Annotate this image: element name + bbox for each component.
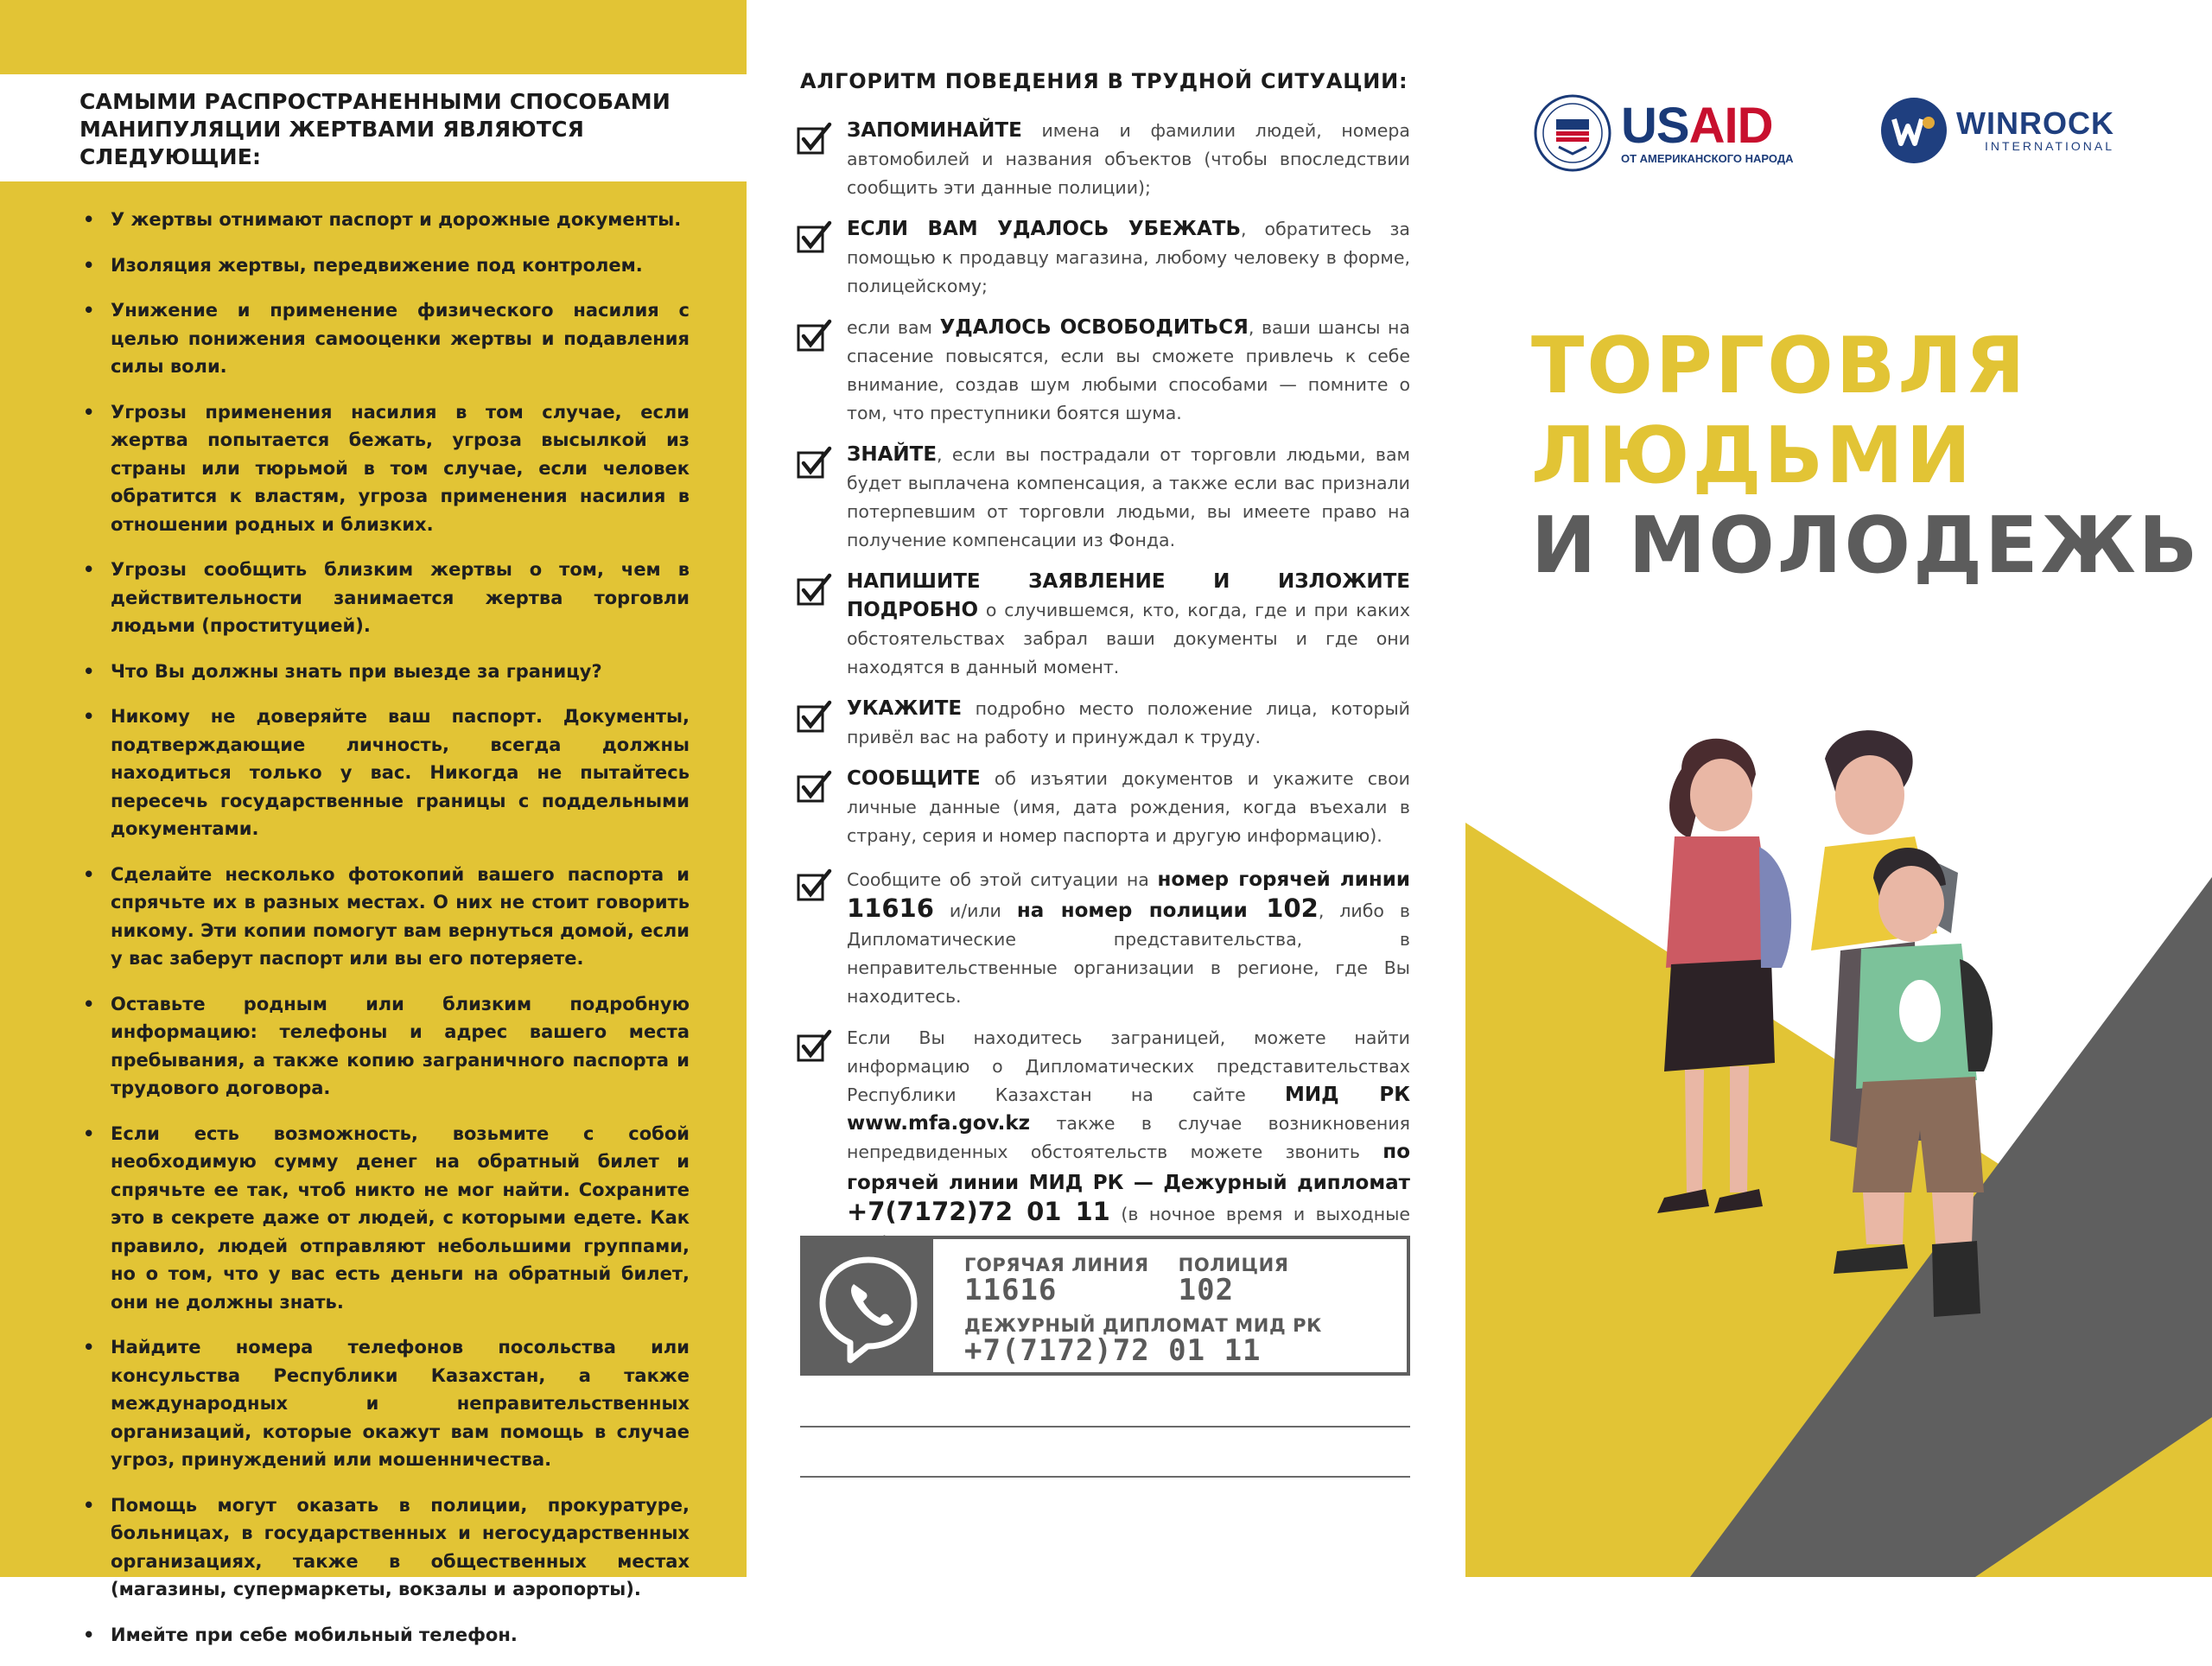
brochure-title: ТОРГОВЛЯ ЛЮДЬМИ И МОЛОДЕЖЬ [1531,321,2201,591]
bullet-icon: • [83,993,95,1014]
algorithm-list [797,117,1410,1270]
left-heading-box [0,74,747,181]
police-label: ПОЛИЦИЯ [1178,1255,1289,1275]
usaid-logo: USAID ОТ АМЕРИКАНСКОГО НАРОДА [1533,93,1794,173]
police-number: 102 [1247,893,1319,923]
bullet-icon: • [83,559,95,580]
blank-line [800,1476,1410,1478]
list-item: • Изоляция жертвы, передвижение под контролем. [79,251,690,280]
usaid-seal-icon [1533,93,1612,173]
bullet-icon: • [83,254,95,276]
list-item: • Унижение и применение физического насилия с целью понижения самооценки жертвы и подавления силы воли. [79,296,690,381]
bullet-icon: • [83,660,95,682]
mfa-website-link[interactable]: МИД РК www.mfa.gov.kz [847,1084,1410,1135]
diplomat-number: +7(7172)72 01 11 [964,1333,1262,1368]
list-item: • Угрозы применения насилия в том случае, если жертва попытается бежать, угроза высылкой из страны или тюрьмой в том случае, если человек обратится к властям, угроза применения насилия в отношении родных и близких. [79,398,690,539]
bullet-icon: • [83,706,95,727]
algorithm-item: ЗАПОМИНАЙТЕ имена и фамилии людей, номера автомобилей и названия объектов (чтобы впоследствии сообщить эти данные полиции); [797,117,1410,202]
bullet-icon: • [83,300,95,321]
bullet-icon: • [83,1494,95,1516]
list-item: • Сделайте несколько фотокопий вашего паспорта и спрячьте их в разных местах. О них не стоит говорить никому. Эти копии помогут вам вернуться домой, если у вас заберут паспорт или вы его потеряете. [79,861,690,973]
bullet-icon: • [83,1122,95,1144]
phone-chat-icon [804,1239,933,1372]
list-item: • Помощь могут оказать в полиции, прокуратуре, больницах, в государственных и негосударственных организациях, также в общественных местах (магазины, супермаркеты, вокзалы и аэропорты). [79,1491,690,1604]
list-item: • Что Вы должны знать при выезде за границу? [79,658,690,686]
algorithm-item: Сообщите об этой ситуации на номер горячей линии 11616 и/или на номер полиции 102, либо в Дипломатические представительства, в неправительственные организации в регионе, где Вы находитесь. [797,863,1410,1011]
checkbox-check-icon [797,573,833,606]
algorithm-item: НАПИШИТЕ ЗАЯВЛЕНИЕ И ИЗЛОЖИТЕ ПОДРОБНО о случившемся, кто, когда, где и при каких обстоятельствах забрал ваши документы и где они находятся в данный момент. [797,568,1410,682]
algorithm-item: УКАЖИТЕ подробно место положение лица, который привёл вас на работу и принуждал к труду. [797,695,1410,752]
hotline-icon-block [804,1239,933,1372]
algorithm-item: Если Вы находитесь заграницей, можете найти информацию о Дипломатических представительствах Республики Казахстан на сайте МИД РК www.mfa.gov.kz также в случае возникновения непредвиденных обстоятельств можете звонить по горячей линии МИД РК — Дежурный дипломат +7(7172)72 01 11 (в ночное время и выходные [797,1024,1410,1257]
bullet-icon: • [83,401,95,423]
algorithm-item: СООБЩИТЕ об изъятии документов и укажите свои личные данные (имя, дата рождения, когда въехали в страну, серия и номер паспорта и другую информацию). [797,765,1410,850]
winrock-logo: WINROCK INTERNATIONAL [1880,97,2114,164]
hotline-number: 11616 [847,893,934,923]
diplomat-number: +7(7172)72 01 11 [847,1197,1110,1226]
girl-red-shirt [1657,739,1791,1213]
youth-illustration [1630,709,2131,1348]
manipulation-list [79,206,690,1666]
list-item: • У жертвы отнимают паспорт и дорожные документы. [79,206,690,234]
diplomat-label: ДЕЖУРНЫЙ ДИПЛОМАТ МИД РК [964,1315,1322,1336]
checkbox-check-icon [797,220,833,253]
blank-line [800,1426,1410,1428]
list-item: • Никому не доверяйте ваш паспорт. Документы, подтверждающие личность, всегда должны находиться только у вас. Никогда не пытайтесь пересечь государственные границы с поддельными документами. [79,703,690,843]
left-panel [0,0,747,1645]
algorithm-item: ЗНАЙТЕ, если вы пострадали от торговли людьми, вам будет выплачена компенсация, а также если вас признали потерпевшим от торговли людьми, вы имеете право на получение компенсации из Фонда. [797,441,1410,555]
list-item: • Угрозы сообщить близким жертвы о том, чем в действительности занимается жертва торговли людьми (проституцией). [79,556,690,640]
algorithm-heading: АЛГОРИТМ ПОВЕДЕНИЯ В ТРУДНОЙ СИТУАЦИИ: [800,69,1408,93]
checkbox-check-icon [797,700,833,733]
list-item: • Если есть возможность, возьмите с собой необходимую сумму денег на обратный билет и спрячьте ее так, чтоб никто не мог найти. Сохраните это в секрете даже от людей, с которыми едете. Как правило, людей отправляют небольшими группами, но о том, что у вас есть деньги на обратный билет, они не должны знать. [79,1120,690,1317]
winrock-logo-icon [1880,97,1948,164]
list-item: • Найдите номера телефонов посольства или консульства Республики Казахстан, а также международных и неправительственных организаций, которые окажут вам помощь в случае угроз, принуждений или мошенничества. [79,1333,690,1474]
checkbox-check-icon [797,319,833,352]
bullet-icon: • [83,1624,95,1645]
left-heading: САМЫМИ РАСПРОСТРАНЕННЫМИ СПОСОБАМИ МАНИПУЛЯЦИИ ЖЕРТВАМИ ЯВЛЯЮТСЯ СЛЕДУЮЩИЕ: [79,89,671,169]
algorithm-item: ЕСЛИ ВАМ УДАЛОСЬ УБЕЖАТЬ, обратитесь за помощью к продавцу магазина, любому человеку в форме, полицейскому; [797,215,1410,301]
hotline-box [800,1236,1410,1376]
list-item: • Имейте при себе мобильный телефон. [79,1621,690,1650]
checkbox-check-icon [797,122,833,155]
checkbox-check-icon [797,1029,833,1062]
checkbox-check-icon [797,770,833,803]
bullet-icon: • [83,209,95,230]
algorithm-item: если вам УДАЛОСЬ ОСВОБОДИТЬСЯ, ваши шансы на спасение повысятся, если вы сможете привлечь к себе внимание, создав шум любыми способами — помните о том, что преступники боятся шума. [797,314,1410,428]
police-number: 102 [1178,1273,1235,1307]
list-item: • Оставьте родным или близким подробную информацию: телефоны и адрес вашего места пребывания, а также копию заграничного паспорта и трудового договора. [79,990,690,1103]
middle-panel [747,0,1465,1577]
checkbox-check-icon [797,868,833,901]
hotline-number: 11616 [964,1273,1058,1307]
hotline-label: ГОРЯЧАЯ ЛИНИЯ [964,1255,1149,1275]
bullet-icon: • [83,863,95,885]
right-panel [1465,0,2212,1577]
bullet-icon: • [83,1337,95,1358]
hotline-text [964,1255,1322,1368]
checkbox-check-icon [797,446,833,479]
